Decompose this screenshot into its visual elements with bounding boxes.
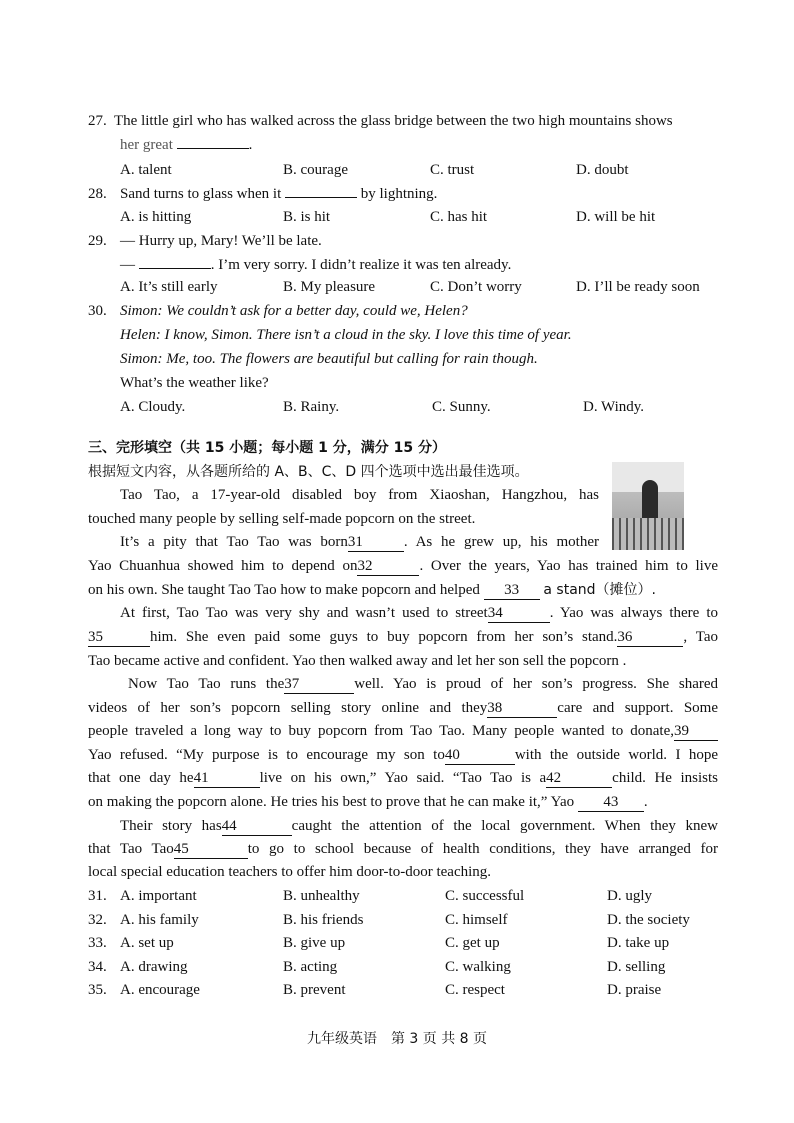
- dialogue-line: — Hurry up, Mary! We’ll be late.: [120, 233, 322, 249]
- passage-text: on his own. She taught Tao Tao how to make popcorn and helped: [88, 582, 480, 598]
- question-stem: What’s the weather like?: [120, 375, 269, 391]
- passage-line: [120, 603, 718, 623]
- photo-person: [642, 480, 658, 520]
- passage-text: to go to school because of health conditions, they have arranged for: [247, 841, 719, 857]
- option-b: B. prevent: [283, 982, 346, 998]
- passage-photo: [612, 462, 684, 550]
- passage-line: [88, 580, 656, 600]
- blank-41: 41: [194, 770, 260, 788]
- option-a: A. his family: [120, 912, 199, 928]
- passage-text: him. She even paid some guys to buy popcorn from her son’s stand.: [150, 629, 618, 645]
- option-a: A. It’s still early: [120, 279, 218, 295]
- question-number: 35.: [88, 982, 107, 998]
- passage-line: [88, 698, 718, 718]
- passage-text: on making the popcorn alone. He tries his best to prove that he can make it,” Yao: [88, 794, 575, 810]
- passage-line: [88, 627, 718, 647]
- passage-text: videos of her son’s popcorn selling story online and they: [88, 700, 488, 716]
- blank-33: 33: [484, 582, 540, 600]
- question-number: 30.: [88, 303, 107, 319]
- option-d: D. selling: [607, 959, 666, 975]
- dialogue-line: Simon: Me, too. The flowers are beautiful but calling for rain though.: [120, 351, 538, 367]
- passage-line: Tao became active and confident. Yao then walked away and let her son sell the popcorn .: [88, 653, 627, 669]
- option-a: A. encourage: [120, 982, 200, 998]
- passage-line: [88, 556, 718, 576]
- option-b: B. give up: [283, 935, 346, 951]
- passage-text: caught the attention of the local government. When they knew: [291, 818, 718, 834]
- answer-blank: [177, 148, 249, 149]
- passage-text: Yao refused. “My purpose is to encourage my son to: [88, 747, 445, 763]
- option-a: A. drawing: [120, 959, 188, 975]
- blank-38: 38: [487, 700, 557, 718]
- option-b: B. unhealthy: [283, 888, 360, 904]
- passage-line: [120, 816, 718, 836]
- option-d: D. take up: [607, 935, 670, 951]
- passage-line: [88, 768, 718, 788]
- stem-text: Sand turns to glass when it: [120, 186, 282, 202]
- blank-42: 42: [546, 770, 612, 788]
- option-c: C. trust: [430, 162, 475, 178]
- passage-line: [88, 745, 718, 765]
- photo-railing: [612, 518, 684, 550]
- option-d: D. I’ll be ready soon: [576, 279, 700, 295]
- stem-text: her great: [120, 137, 173, 153]
- question-number: 33.: [88, 935, 107, 951]
- option-b: B. is hit: [283, 209, 331, 225]
- answer-blank: [285, 197, 357, 198]
- option-c: C. walking: [445, 959, 511, 975]
- passage-line: [88, 721, 718, 741]
- option-b: B. Rainy.: [283, 399, 340, 415]
- passage-text: . As he grew up, his mother: [403, 534, 599, 550]
- option-d: D. the society: [607, 912, 690, 928]
- blank-31: 31: [348, 534, 404, 552]
- option-d: D. will be hit: [576, 209, 656, 225]
- option-a: A. talent: [120, 162, 172, 178]
- section-instruction: 根据短文内容，从各题所给的 A、B、C、D 四个选项中选出最佳选项。: [88, 464, 529, 480]
- passage-text: . Yao was always there to: [549, 605, 718, 621]
- answer-blank: [139, 268, 211, 269]
- blank-44: 44: [222, 818, 292, 836]
- option-d: D. Windy.: [583, 399, 645, 415]
- passage-text: well. Yao is proud of her son’s progress. She shared: [354, 676, 719, 692]
- blank-32: 32: [357, 558, 419, 576]
- blank-45: 45: [174, 841, 248, 859]
- passage-line: local special education teachers to offer him door-to-door teaching.: [88, 864, 492, 880]
- option-a: A. important: [120, 888, 197, 904]
- stem-text: by lightning.: [360, 186, 438, 202]
- option-b: B. his friends: [283, 912, 364, 928]
- passage-line: touched many people by selling self-made popcorn on the street.: [88, 511, 476, 527]
- page-footer: 九年级英语 第 3 页 共 8 页: [306, 1031, 488, 1047]
- passage-text: . Over the years, Yao has trained him to live: [419, 558, 718, 574]
- blank-43: 43: [578, 794, 644, 812]
- passage-line: [128, 674, 718, 694]
- option-d: D. ugly: [607, 888, 652, 904]
- option-c: C. get up: [445, 935, 500, 951]
- passage-text: At first, Tao Tao was very shy and wasn’t used to street: [120, 605, 488, 621]
- option-c: C. successful: [445, 888, 525, 904]
- passage-text: that one day he: [88, 770, 194, 786]
- passage-text: Their story has: [120, 818, 222, 834]
- option-a: A. set up: [120, 935, 174, 951]
- option-c: C. respect: [445, 982, 505, 998]
- blank-34: 34: [488, 605, 550, 623]
- stem-text: . I’m very sorry. I didn’t realize it was ten already.: [210, 257, 512, 273]
- passage-text: child. He insists: [612, 770, 718, 786]
- stem-end: .: [248, 137, 253, 153]
- option-d: D. praise: [607, 982, 662, 998]
- blank-39: 39: [674, 723, 718, 741]
- passage-text: people traveled a long way to buy popcorn from Tao Tao. Many people wanted to donate,: [88, 723, 674, 739]
- question-number: 32.: [88, 912, 107, 928]
- question-stem: [120, 135, 252, 155]
- option-a: A. Cloudy.: [120, 399, 186, 415]
- option-c: C. Don’t worry: [430, 279, 522, 295]
- option-c: C. has hit: [430, 209, 488, 225]
- question-number: 29.: [88, 233, 107, 249]
- passage-text: a stand（摊位）.: [543, 582, 656, 598]
- passage-text: .: [643, 794, 648, 810]
- option-b: B. My pleasure: [283, 279, 376, 295]
- passage-text: , Tao: [683, 629, 718, 645]
- passage-text: with the outside world. I hope: [514, 747, 718, 763]
- passage-line: [88, 839, 718, 859]
- question-stem: The little girl who has walked across the glass bridge between the two high mountains shows: [114, 113, 673, 129]
- option-b: B. courage: [283, 162, 348, 178]
- passage-text: care and support. Some: [557, 700, 719, 716]
- passage-text: Yao Chuanhua showed him to depend on: [88, 558, 358, 574]
- dialogue-line: Simon: We couldn’t ask for a better day, could we, Helen?: [120, 303, 468, 319]
- passage-line: [120, 532, 599, 552]
- blank-35: 35: [88, 629, 150, 647]
- stem-text: —: [120, 257, 135, 273]
- passage-text: that Tao Tao: [88, 841, 174, 857]
- option-a: A. is hitting: [120, 209, 192, 225]
- option-c: C. himself: [445, 912, 508, 928]
- dialogue-line: [120, 255, 511, 275]
- option-d: D. doubt: [576, 162, 629, 178]
- question-stem: [120, 184, 437, 204]
- passage-line: [88, 792, 648, 812]
- section-title: 三、完形填空（共 15 小题；每小题 1 分，满分 15 分）: [88, 440, 446, 456]
- blank-40: 40: [445, 747, 515, 765]
- passage-text: live on his own,” Yao said. “Tao Tao is a: [259, 770, 547, 786]
- passage-line: Tao Tao, a 17-year-old disabled boy from Xiaoshan, Hangzhou, has: [120, 487, 599, 503]
- question-number: 34.: [88, 959, 107, 975]
- blank-36: 36: [617, 629, 683, 647]
- question-number: 27.: [88, 113, 107, 129]
- question-number: 31.: [88, 888, 107, 904]
- dialogue-line: Helen: I know, Simon. There isn’t a cloud in the sky. I love this time of year.: [120, 327, 572, 343]
- blank-37: 37: [284, 676, 354, 694]
- passage-text: It’s a pity that Tao Tao was born: [120, 534, 348, 550]
- option-b: B. acting: [283, 959, 338, 975]
- question-number: 28.: [88, 186, 107, 202]
- option-c: C. Sunny.: [432, 399, 491, 415]
- passage-text: Now Tao Tao runs the: [128, 676, 285, 692]
